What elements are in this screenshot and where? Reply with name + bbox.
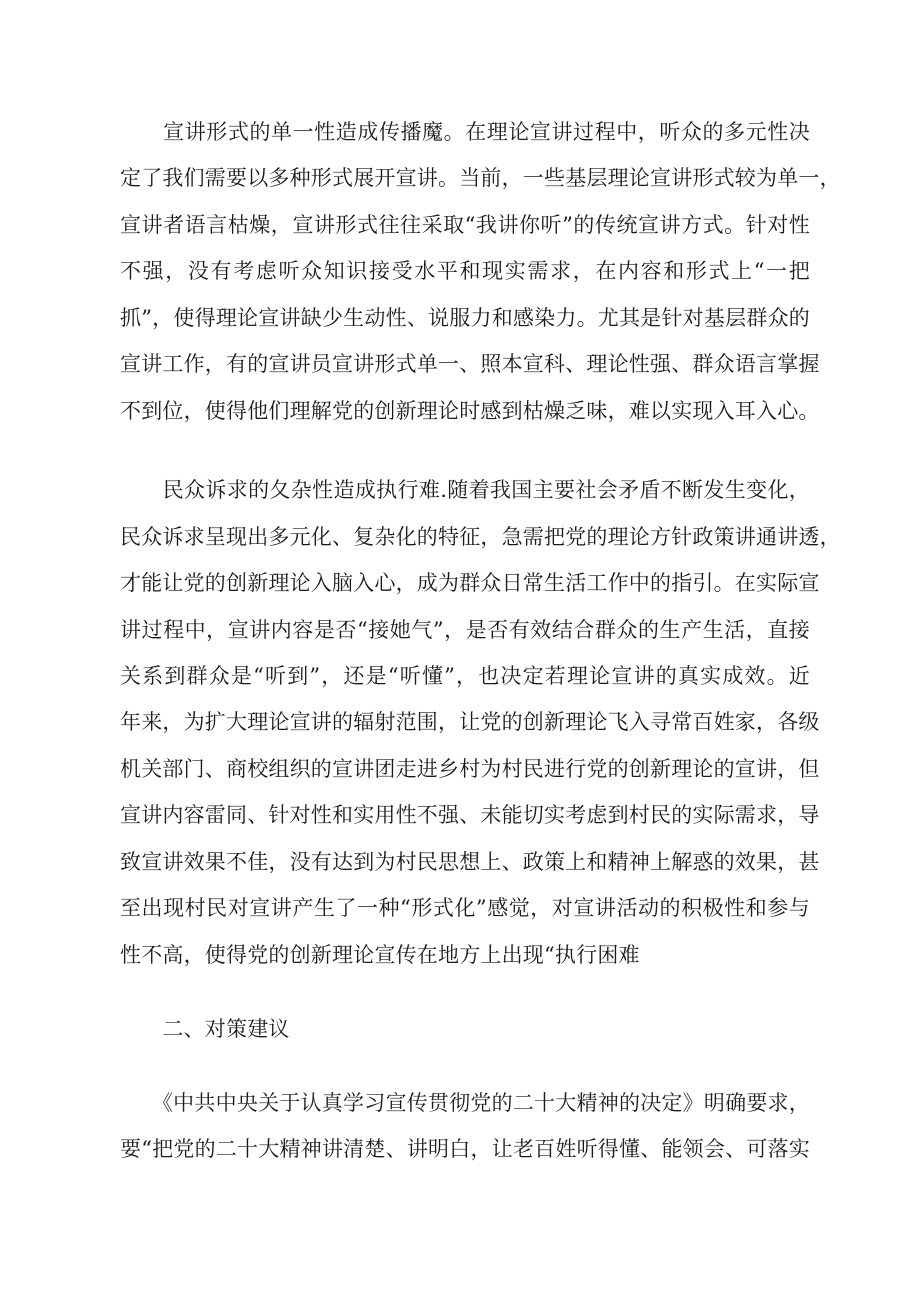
paragraph-line: 《中共中央关于认真学习宣传贯彻党的二十大精神的决定》明确要求， — [120, 1091, 810, 1115]
paragraph-line: 民众诉求的夂杂性造成执行难.随着我国主要社会矛盾不断发生变化， — [120, 478, 810, 502]
paragraph-line: 抓”，使得理论宣讲缺少生动性、说服力和感染力。尤其是针对基层群众的 — [120, 306, 810, 330]
paragraph-line: 宣讲内容雷同、针对性和实用性不强、未能切实考虑到村民的实际需求，导 — [120, 803, 820, 827]
paragraph-line: 宣讲形式的单一性造成传播魔。在理论宣讲过程中，听众的多元性决 — [120, 120, 810, 144]
paragraph-line: 性不高，使得党的创新理论宣传在地方上出现“执行困难 — [120, 943, 640, 967]
paragraph-line: 至出现村民对宣讲产生了一种“形式化”感觉，对宣讲活动的积极性和参与 — [120, 896, 810, 920]
paragraph-line: 关系到群众是“听到”，还是“听懂”，也决定若理论宣讲的真实成效。近 — [120, 664, 810, 688]
paragraph-line: 讲过程中，宣讲内容是否“接她气”，是否有效结合群众的生产生活，直接 — [120, 618, 810, 642]
paragraph-line: 才能让党的创新理论入脑入心，成为群众日常生活工作中的指引。在实际宣 — [120, 571, 820, 595]
paragraph-line: 要“把党的二十大精神讲清楚、讲明白，让老百姓听得懂、能领会、可落实 — [120, 1137, 810, 1161]
paragraph-line: 致宣讲效果不佳，没有达到为村民思想上、政策上和精神上解惑的效果，甚 — [120, 850, 820, 874]
section-heading: 二、对策建议 — [120, 1017, 290, 1041]
paragraph-line: 宣讲者语言枯燥，宣讲形式往往采取“我讲你听”的传统宣讲方式。针对性 — [120, 213, 810, 237]
paragraph-line: 宣讲工作，有的宣讲员宣讲形式单一、照本宣科、理论性强、群众语言掌握 — [120, 352, 820, 376]
paragraph-line: 民众诉求呈现出多元化、复杂化的特征，急需把党的理论方针政策讲通讲透， — [120, 525, 841, 549]
paragraph-line: 定了我们需要以多种形式展开宣讲。当前，一些基层理论宣讲形式较为单一， — [120, 166, 841, 190]
paragraph-line: 不强，没有考虑听众知识接受水平和现实需求，在内容和形式上“一把 — [120, 259, 810, 283]
paragraph-line: 机关部门、商校组织的宣讲团走进乡村为村民进行党的创新理论的宣讲，但 — [120, 757, 820, 781]
paragraph-line: 不到位，使得他们理解党的创新理论时感到枯燥乏味，难以实现入耳入心。 — [120, 399, 820, 423]
paragraph-line: 年来，为扩大理论宣讲的辐射范围，让党的创新理论飞入寻常百姓家，各级 — [120, 710, 820, 734]
